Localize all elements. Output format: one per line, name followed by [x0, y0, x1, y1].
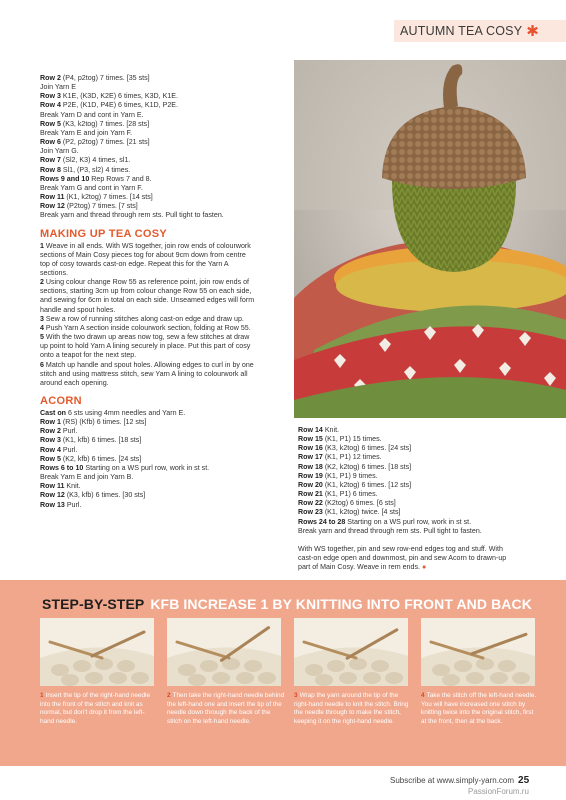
- step-by-step-label: STEP-BY-STEP: [42, 596, 145, 612]
- row-label: Row 11: [40, 482, 65, 491]
- row-label: Row 19: [298, 471, 323, 480]
- acorn-heading: ACORN: [40, 395, 82, 407]
- row-text: (K1, P1) 15 times.: [322, 435, 382, 444]
- pattern-line: [40, 409, 288, 418]
- row-label: 1: [40, 241, 44, 250]
- step-photo: [40, 618, 154, 686]
- pattern-line: [40, 455, 288, 464]
- pattern-line: [40, 156, 288, 165]
- row-text: (K3, kfb) 6 times. [30 sts]: [64, 491, 146, 500]
- row-text: Purl.: [64, 500, 82, 509]
- page-footer: [390, 775, 529, 786]
- pattern-line: [40, 202, 288, 211]
- row-label: Row 7: [40, 156, 61, 165]
- acorn-instructions: [40, 409, 288, 510]
- pattern-line: [298, 527, 530, 536]
- row-label: Row 5: [40, 454, 61, 463]
- row-label: Cast on: [40, 409, 67, 417]
- row-label: Row 12: [40, 491, 65, 500]
- pattern-line: [40, 427, 288, 436]
- making-up-heading: MAKING UP TEA COSY: [40, 227, 168, 240]
- row-text: up point to hold Yarn A lining securely in place. Put this part of cosy: [40, 342, 251, 351]
- step-number: 2: [167, 692, 171, 699]
- pattern-line: [40, 278, 288, 287]
- row-text: and sewing for 6cm in total on each side. Unseamed edges will form: [40, 296, 255, 305]
- row-label: 4: [40, 323, 44, 332]
- row-text: (K2, k2tog) 6 times. [18 sts]: [322, 462, 412, 471]
- row-label: Row 5: [40, 119, 61, 128]
- pattern-line: [298, 490, 530, 499]
- row-label: Row 2: [40, 427, 61, 436]
- row-text: onto a teapot for the next step.: [40, 351, 137, 360]
- row-text: Knit.: [64, 482, 81, 491]
- step-by-step-title: [42, 596, 532, 612]
- row-label: Row 22: [298, 499, 323, 508]
- row-text: Starting on a WS purl row, work in st st.: [345, 517, 472, 526]
- pattern-line: [40, 306, 288, 315]
- row-text: With the two drawn up areas now tog, sew a few stitches at draw: [43, 333, 250, 342]
- row-label: Rows 9 and 10: [40, 174, 90, 183]
- step-text: Insert the tip of the right-hand needle into the front of the stitch and knit as normal, but don't drop it from the left-hand needle.: [40, 692, 151, 725]
- pattern-line: [40, 92, 288, 101]
- row-label: Rows 24 to 28: [298, 517, 346, 526]
- row-text: Rep Rows 7 and 8.: [89, 174, 152, 183]
- row-label: Row 2: [40, 74, 61, 82]
- row-text: Push Yarn A section inside colourwork section, folding at Row 55.: [43, 323, 251, 332]
- row-label: Row 12: [40, 202, 65, 211]
- row-text: (K1, k2tog) twice. [4 sts]: [322, 508, 401, 517]
- pattern-line: [40, 184, 288, 193]
- finishing-line: part of Main Cosy. Weave in rem ends. ●: [298, 563, 427, 572]
- row-text: (P4, p2tog) 7 times. [35 sts]: [60, 74, 150, 82]
- row-text: sections of Main Cosy pieces tog for about 9cm down from centre: [40, 250, 246, 259]
- row-text: Using colour change Row 55 as reference point, join row ends of: [43, 278, 249, 287]
- row-text: Sew a row of running stitches along cast-on edge and draw up.: [43, 314, 244, 323]
- row-text: Break Yarn E and join Yarn F.: [40, 128, 133, 137]
- row-text: Break Yarn E and join Yarn B.: [40, 473, 134, 482]
- page-number: 25: [518, 775, 530, 786]
- row-text: Knit.: [322, 426, 340, 434]
- row-label: Row 4: [40, 445, 61, 454]
- row-label: Row 3: [40, 92, 61, 101]
- row-text: 6 sts using 4mm needles and Yarn E.: [66, 409, 186, 417]
- step-text: Then take the right-hand needle behind the left-hand one and insert the tip of the needle down through the back of the stitch on the left-hand needle.: [167, 692, 285, 725]
- pattern-line: [40, 120, 288, 129]
- pattern-line: [298, 426, 530, 435]
- row-text: (K1, kfb) 6 times. [18 sts]: [60, 436, 142, 445]
- pattern-line: [40, 351, 288, 360]
- knitting-needles-illustration: [294, 618, 408, 686]
- pattern-line: [40, 269, 288, 278]
- row-label: Row 21: [298, 490, 323, 499]
- step-photo: [167, 618, 281, 686]
- finishing-line: With WS together, pin and sew row-end edges tog and stuff. With: [298, 544, 503, 553]
- pattern-line: [40, 342, 288, 351]
- row-text: Purl.: [60, 445, 78, 454]
- acorn-continued-instructions: [298, 426, 530, 536]
- step-number: 1: [40, 692, 44, 699]
- row-text: P2E, (K1D, P4E) 6 times, K1D, P2E.: [60, 101, 178, 110]
- pattern-line: [40, 473, 288, 482]
- pattern-line: [40, 242, 288, 251]
- pattern-line: [298, 435, 530, 444]
- row-text: Break Yarn D and cont in Yarn E.: [40, 110, 144, 119]
- pattern-line: [40, 464, 288, 473]
- pattern-line: [298, 472, 530, 481]
- pattern-line: [40, 251, 288, 260]
- row-label: Row 17: [298, 453, 323, 462]
- pattern-line: [40, 370, 288, 379]
- row-label: Row 6: [40, 138, 61, 147]
- pattern-line: [40, 101, 288, 110]
- pattern-line: [40, 147, 288, 156]
- row-text: Starting on a WS purl row, work in st st.: [83, 463, 210, 472]
- pattern-line: [40, 193, 288, 202]
- row-label: Row 16: [298, 444, 323, 453]
- row-text: Join Yarn E: [40, 83, 77, 92]
- pattern-line: [298, 499, 530, 508]
- row-label: Row 8: [40, 165, 61, 174]
- row-text: Weave in all ends. With WS together, join row ends of colourwork: [43, 241, 251, 250]
- row-text: K1E, (K3D, K2E) 6 times, K3D, K1E.: [60, 92, 178, 101]
- row-label: Row 23: [298, 508, 323, 517]
- row-text: stitch and using mattress stitch, sew Yarn A lining to colourwork all: [40, 369, 248, 378]
- tea-cosy-illustration: [294, 60, 566, 418]
- row-text: Break yarn and thread through rem sts. Pull tight to fasten.: [298, 526, 482, 535]
- row-text: (Sl2, K3) 4 times, sl1.: [60, 156, 131, 165]
- left-column: [40, 74, 288, 510]
- pattern-line: [40, 436, 288, 445]
- pattern-line: [40, 166, 288, 175]
- section-title: AUTUMN TEA COSY: [400, 24, 523, 38]
- acorn-top-pattern: [40, 74, 288, 221]
- finishing-instructions: [298, 545, 530, 572]
- row-label: Row 4: [40, 101, 61, 110]
- step-caption: [40, 692, 158, 726]
- row-text: (P2, p2tog) 7 times. [21 sts]: [60, 138, 150, 147]
- row-label: Row 11: [40, 193, 65, 202]
- pattern-line: [298, 444, 530, 453]
- tea-cosy-photo: [294, 60, 566, 418]
- step-number: 4: [421, 692, 425, 699]
- pattern-line: [40, 296, 288, 305]
- row-text: Sl1, (P3, sl2) 4 times.: [60, 165, 131, 174]
- watermark: PassionForum.ru: [468, 787, 529, 796]
- row-label: 5: [40, 333, 44, 342]
- row-label: 2: [40, 278, 44, 287]
- row-label: Row 3: [40, 436, 61, 445]
- row-text: (K1, P1) 9 times.: [322, 471, 378, 480]
- row-text: Break Yarn G and cont in Yarn F.: [40, 183, 143, 192]
- pattern-line: [40, 491, 288, 500]
- row-text: (P2tog) 7 times. [7 sts]: [64, 202, 138, 211]
- pattern-line: [40, 315, 288, 324]
- pattern-line: [298, 518, 530, 527]
- finishing-line: cast-on edge open and downmost, pin and sew Acorn to drawn-up: [298, 554, 507, 563]
- knitting-needles-illustration: [167, 618, 281, 686]
- right-column: [298, 426, 530, 572]
- pattern-line: [40, 501, 288, 510]
- row-text: (K1, P1) 12 times.: [322, 453, 382, 462]
- pattern-line: [298, 453, 530, 462]
- step-text: Take the stitch off the left-hand needle. You will have increased one stitch by knitting twice into the original stitch, first at the front, then at the back.: [421, 692, 537, 725]
- row-text: (K2, kfb) 6 times. [24 sts]: [60, 454, 142, 463]
- row-label: Row 14: [298, 426, 323, 434]
- pattern-line: [40, 324, 288, 333]
- pattern-line: [40, 361, 288, 370]
- row-text: (K3, k2tog) 7 times. [28 sts]: [60, 119, 150, 128]
- row-text: (K2tog) 6 times. [6 sts]: [322, 499, 396, 508]
- row-text: Purl.: [60, 427, 78, 436]
- knitting-needles-illustration: [40, 618, 154, 686]
- pattern-line: [40, 111, 288, 120]
- step-caption: [167, 692, 285, 726]
- pattern-line: [40, 175, 288, 184]
- row-label: Row 15: [298, 435, 323, 444]
- step-number: 3: [294, 692, 298, 699]
- asterisk-icon: ✱: [526, 22, 539, 40]
- pattern-line: [40, 446, 288, 455]
- step-caption: [294, 692, 412, 726]
- row-text: (K1, P1) 6 times.: [322, 490, 378, 499]
- pattern-line: [40, 211, 288, 220]
- pattern-line: [298, 481, 530, 490]
- making-up-instructions: [40, 242, 288, 389]
- row-text: (K3, k2tog) 6 times. [24 sts]: [322, 444, 412, 453]
- row-text: Join Yarn G.: [40, 147, 79, 156]
- row-text: (K1, k2tog) 7 times. [14 sts]: [64, 193, 153, 202]
- row-text: around each opening.: [40, 378, 109, 387]
- row-label: Row 13: [40, 500, 65, 509]
- step-caption: [421, 692, 539, 726]
- row-text: sections.: [40, 268, 68, 277]
- row-text: top of cosy towards cast-on edge. Repeat this for the Yarn A: [40, 259, 229, 268]
- pattern-line: [40, 287, 288, 296]
- pattern-line: [40, 482, 288, 491]
- step-by-step-heading: KFB INCREASE 1 BY KNITTING INTO FRONT AND BACK: [150, 596, 532, 612]
- pattern-line: [40, 138, 288, 147]
- step-text: Wrap the yarn around the tip of the right-hand needle to knit the stitch. Bring the needle through to make the stitch, keeping it on the right-hand needle.: [294, 692, 409, 725]
- row-text: Match up handle and spout holes. Allowing edges to curl in by one: [43, 360, 254, 369]
- pattern-line: [40, 418, 288, 427]
- row-text: (K1, k2tog) 6 times. [12 sts]: [322, 480, 412, 489]
- pattern-line: [40, 83, 288, 92]
- pattern-line: [298, 508, 530, 517]
- row-label: Row 1: [40, 418, 61, 427]
- pattern-line: [298, 463, 530, 472]
- row-label: Row 20: [298, 480, 323, 489]
- row-label: Row 18: [298, 462, 323, 471]
- pattern-line: [40, 129, 288, 138]
- pattern-line: [40, 74, 288, 83]
- row-label: 3: [40, 314, 44, 323]
- row-text: (RS) (Kfb) 6 times. [12 sts]: [60, 418, 147, 427]
- row-label: 6: [40, 360, 44, 369]
- pattern-line: [40, 333, 288, 342]
- step-photo: [421, 618, 535, 686]
- row-text: handle and spout holes.: [40, 305, 116, 314]
- row-text: sections, starting 3cm up from colour change Row 55 on each side,: [40, 287, 252, 296]
- knitting-needles-illustration: [421, 618, 535, 686]
- row-text: Break yarn and thread through rem sts. Pull tight to fasten.: [40, 211, 224, 220]
- section-header-tab: [394, 20, 566, 42]
- subscribe-text: Subscribe at www.simply-yarn.com: [390, 776, 515, 785]
- pattern-line: [40, 379, 288, 388]
- end-dot-icon: ●: [421, 563, 427, 572]
- step-photo: [294, 618, 408, 686]
- pattern-line: [40, 260, 288, 269]
- row-label: Rows 6 to 10: [40, 463, 84, 472]
